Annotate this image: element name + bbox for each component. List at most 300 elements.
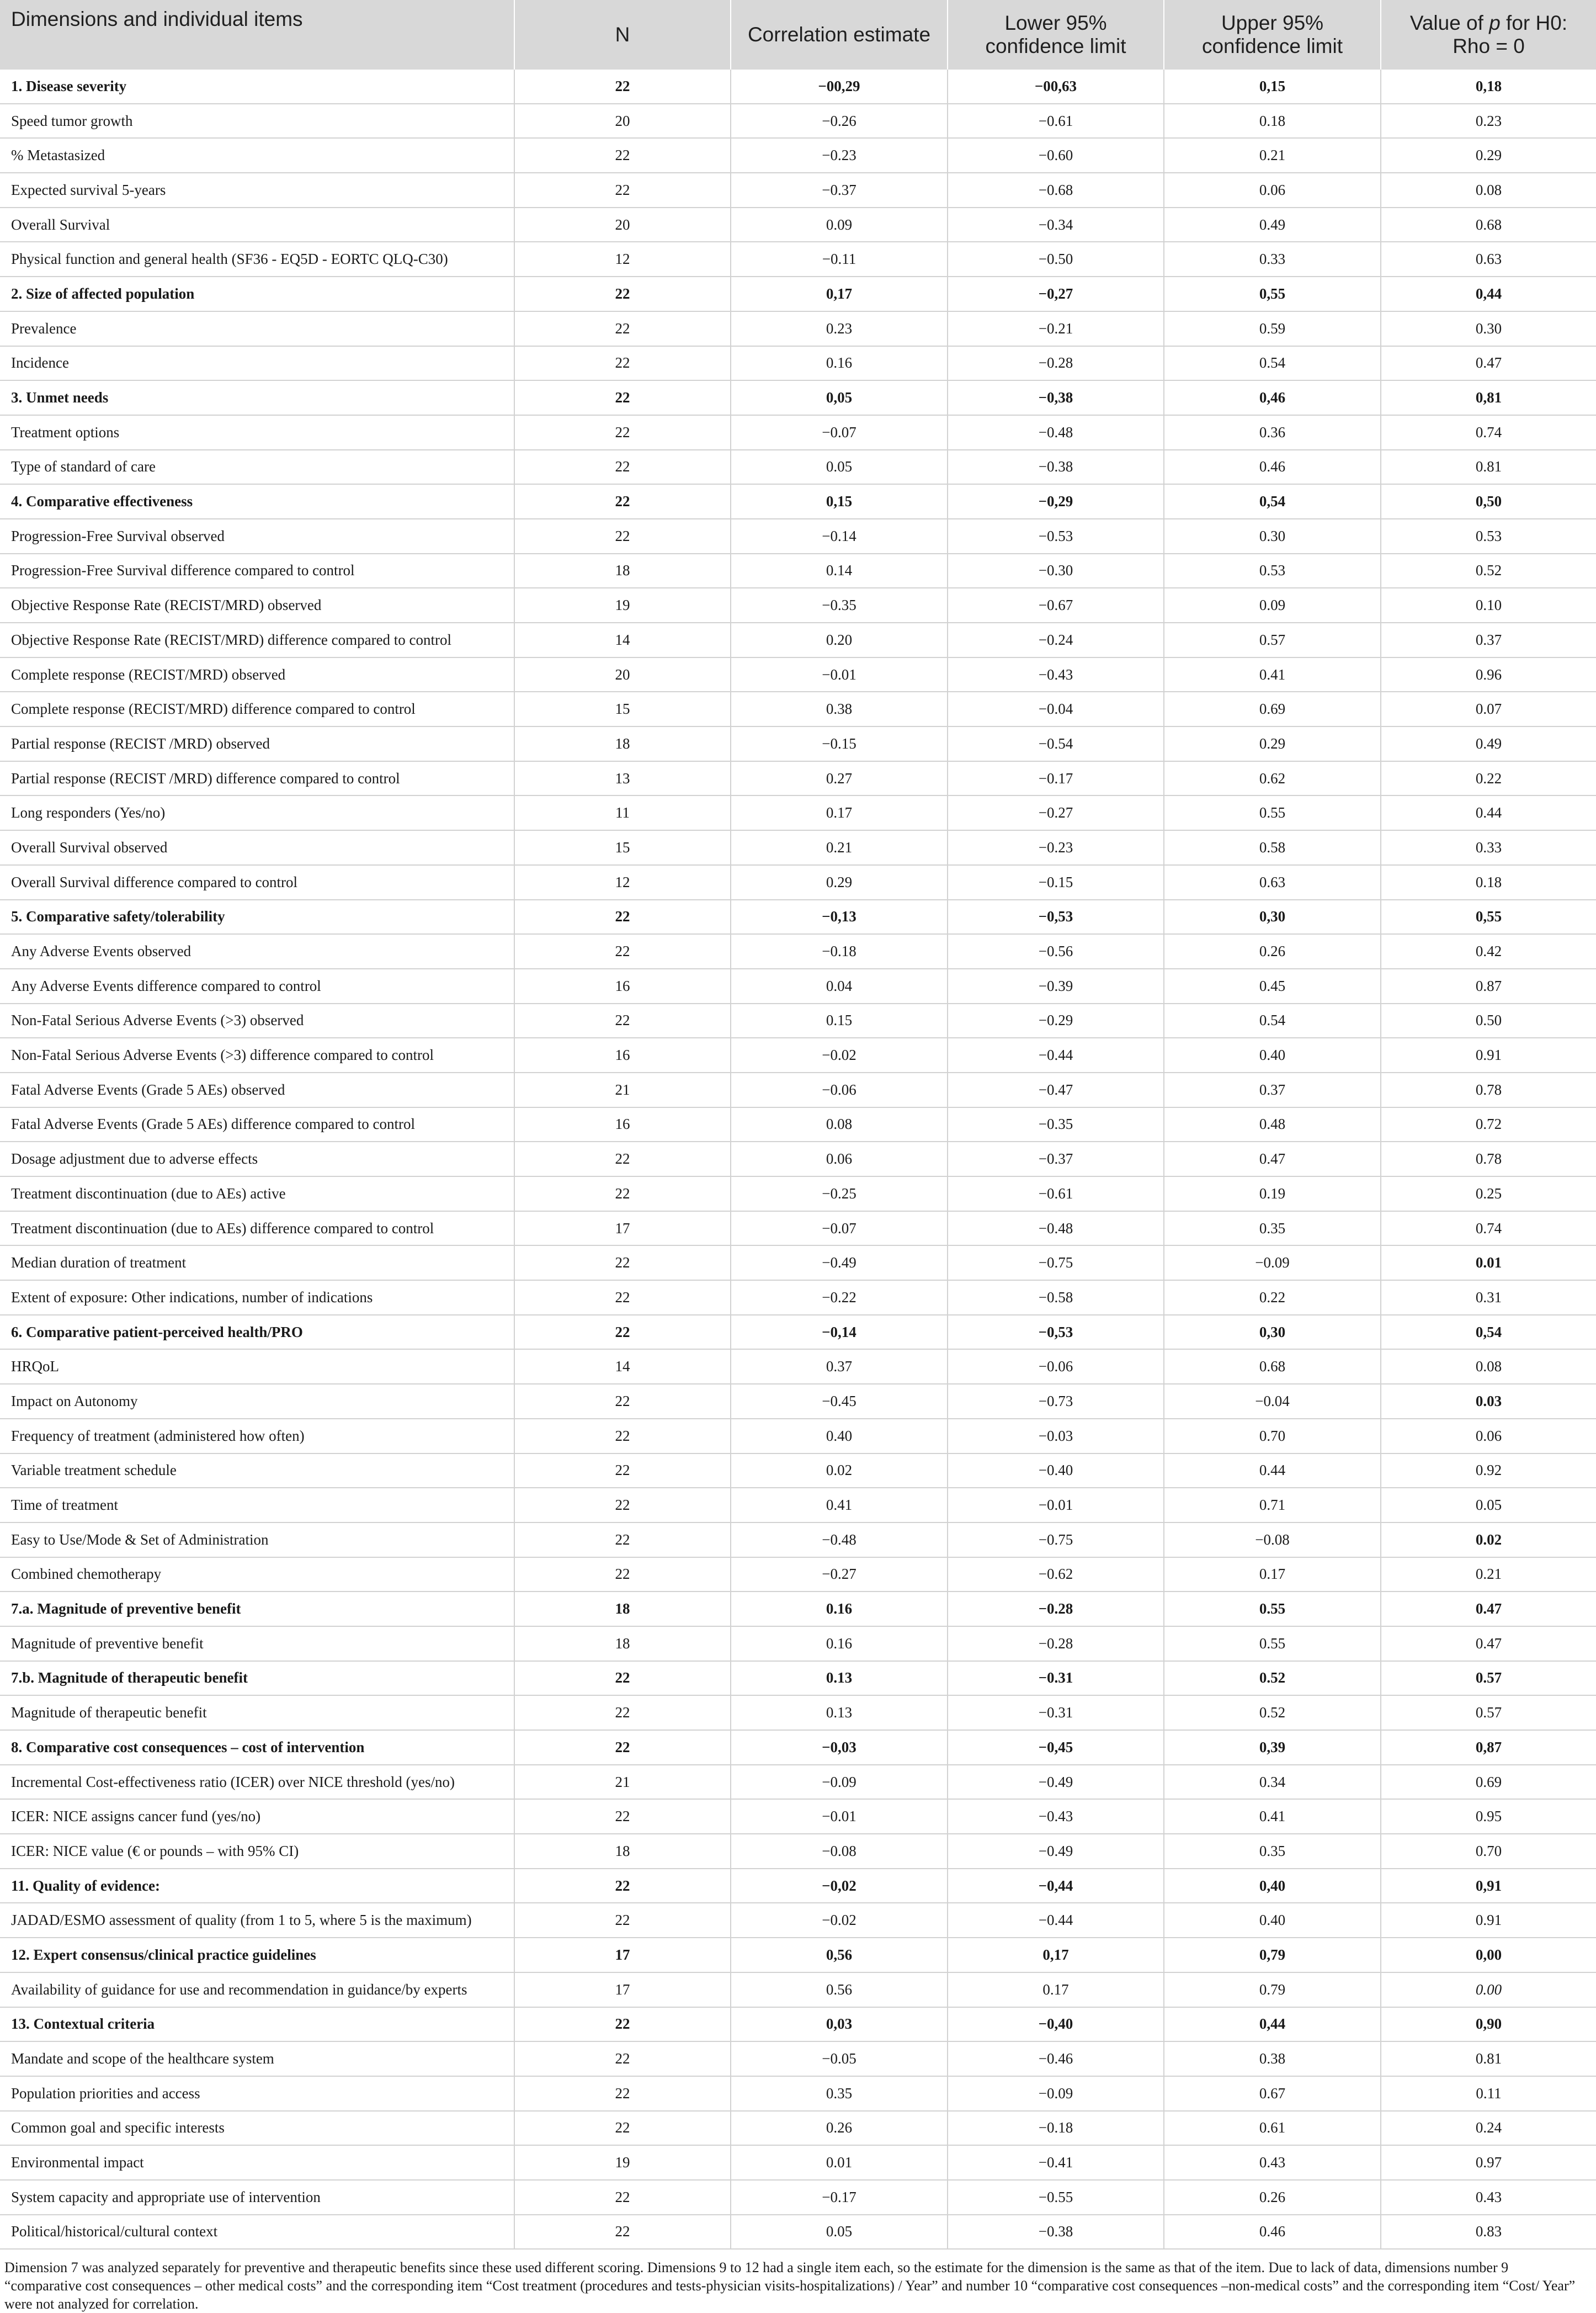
cell-lower-ci: −0.75 — [948, 1522, 1164, 1557]
row-label: Time of treatment — [0, 1488, 514, 1522]
cell-p-value: 0,00 — [1381, 1938, 1596, 1972]
cell-p-value: 0,44 — [1381, 277, 1596, 311]
cell-upper-ci: −0.08 — [1164, 1522, 1381, 1557]
row-label: Treatment options — [0, 415, 514, 450]
cell-n: 21 — [514, 1765, 731, 1800]
cell-upper-ci: 0.37 — [1164, 1073, 1381, 1107]
row-label: Availability of guidance for use and recommendation in guidance/by experts — [0, 1972, 514, 2007]
cell-lower-ci: −0.17 — [948, 761, 1164, 796]
item-row — [0, 761, 1596, 796]
cell-correlation: −0.26 — [731, 104, 948, 139]
cell-lower-ci: −0.28 — [948, 346, 1164, 381]
cell-correlation: −0.02 — [731, 1038, 948, 1073]
cell-p-value: 0,54 — [1381, 1315, 1596, 1350]
cell-p-value: 0.70 — [1381, 1834, 1596, 1869]
cell-lower-ci: −0.53 — [948, 519, 1164, 554]
cell-n: 22 — [514, 1384, 731, 1419]
cell-p-value: 0,50 — [1381, 484, 1596, 519]
cell-correlation: −0.08 — [731, 1834, 948, 1869]
cell-lower-ci: −0.04 — [948, 692, 1164, 726]
cell-p-value: 0,90 — [1381, 2007, 1596, 2042]
row-label: Magnitude of preventive benefit — [0, 1626, 514, 1661]
cell-lower-ci: −0.55 — [948, 2180, 1164, 2215]
cell-upper-ci: 0,46 — [1164, 380, 1381, 415]
item-row — [0, 1765, 1596, 1800]
cell-upper-ci: 0.35 — [1164, 1834, 1381, 1869]
row-label: Combined chemotherapy — [0, 1557, 514, 1592]
cell-correlation: 0.41 — [731, 1488, 948, 1522]
cell-n: 22 — [514, 1142, 731, 1176]
cell-upper-ci: 0.43 — [1164, 2145, 1381, 2180]
cell-n: 22 — [514, 1522, 731, 1557]
cell-p-value: 0.03 — [1381, 1384, 1596, 1419]
cell-p-value: 0.72 — [1381, 1107, 1596, 1142]
item-row — [0, 657, 1596, 692]
cell-upper-ci: 0.18 — [1164, 104, 1381, 139]
cell-upper-ci: 0.40 — [1164, 1903, 1381, 1938]
header-upper-ci: Upper 95% confidence limit — [1164, 0, 1381, 70]
cell-lower-ci: −0.35 — [948, 1107, 1164, 1142]
row-label: 7.b. Magnitude of therapeutic benefit — [0, 1661, 514, 1696]
table-footnote: Dimension 7 was analyzed separately for preventive and therapeutic benefits since these used different scoring. Dimensions 9 to 12 had a single item each, so the estimate for the dimension is the same as that of the item. Due to lack of data, dimensions number 9 “comparative cost consequences – other medical costs” and the corresponding item “Cost treatment (procedures and tests-physician visits-hospitalizations) / Year” and number 10 “comparative cost consequences –non-medical costs” and the corresponding item “Cost/ Year” were not analyzed for correlation. — [4, 2259, 1576, 2312]
cell-lower-ci: −0.29 — [948, 1004, 1164, 1038]
dimension-row — [0, 1869, 1596, 1903]
cell-n: 21 — [514, 1073, 731, 1107]
cell-correlation: −0.27 — [731, 1557, 948, 1592]
cell-n: 22 — [514, 1453, 731, 1488]
cell-correlation: −0.17 — [731, 2180, 948, 2215]
cell-lower-ci: −0.49 — [948, 1765, 1164, 1800]
cell-lower-ci: −0.27 — [948, 795, 1164, 830]
item-row — [0, 1073, 1596, 1107]
row-label: Physical function and general health (SF36 - EQ5D - EORTC QLQ-C30) — [0, 242, 514, 277]
item-row — [0, 1522, 1596, 1557]
cell-correlation: 0.21 — [731, 830, 948, 865]
cell-n: 22 — [514, 1488, 731, 1522]
cell-correlation: −0.14 — [731, 519, 948, 554]
cell-upper-ci: 0.57 — [1164, 623, 1381, 657]
cell-n: 14 — [514, 623, 731, 657]
cell-correlation: −0.49 — [731, 1245, 948, 1280]
cell-upper-ci: 0.52 — [1164, 1695, 1381, 1730]
cell-n: 20 — [514, 657, 731, 692]
cell-p-value: 0.18 — [1381, 865, 1596, 900]
cell-n: 22 — [514, 1176, 731, 1211]
cell-n: 17 — [514, 1972, 731, 2007]
cell-correlation: 0.17 — [731, 795, 948, 830]
cell-correlation: 0.16 — [731, 1626, 948, 1661]
cell-p-value: 0.25 — [1381, 1176, 1596, 1211]
cell-correlation: 0.05 — [731, 2215, 948, 2250]
cell-p-value: 0.78 — [1381, 1142, 1596, 1176]
cell-p-value: 0.24 — [1381, 2111, 1596, 2146]
cell-lower-ci: −0.18 — [948, 2111, 1164, 2146]
cell-upper-ci: 0.30 — [1164, 519, 1381, 554]
cell-p-value: 0.11 — [1381, 2076, 1596, 2111]
cell-n: 12 — [514, 242, 731, 277]
item-row — [0, 1038, 1596, 1073]
cell-lower-ci: −0.21 — [948, 311, 1164, 346]
cell-n: 22 — [514, 450, 731, 485]
row-label: Easy to Use/Mode & Set of Administration — [0, 1522, 514, 1557]
cell-p-value: 0.37 — [1381, 623, 1596, 657]
cell-correlation: 0,05 — [731, 380, 948, 415]
row-label: Non-Fatal Serious Adverse Events (>3) difference compared to control — [0, 1038, 514, 1073]
row-label: ICER: NICE assigns cancer fund (yes/no) — [0, 1799, 514, 1834]
cell-upper-ci: 0.45 — [1164, 969, 1381, 1004]
row-label: Magnitude of therapeutic benefit — [0, 1695, 514, 1730]
cell-lower-ci: −0.31 — [948, 1661, 1164, 1696]
cell-p-value: 0,18 — [1381, 70, 1596, 104]
row-label: 1. Disease severity — [0, 70, 514, 104]
cell-upper-ci: 0.52 — [1164, 1661, 1381, 1696]
cell-correlation: 0.13 — [731, 1661, 948, 1696]
header-n: N — [514, 0, 731, 70]
cell-upper-ci: 0.69 — [1164, 692, 1381, 726]
cell-upper-ci: 0.55 — [1164, 795, 1381, 830]
cell-p-value: 0.63 — [1381, 242, 1596, 277]
cell-p-value: 0.92 — [1381, 1453, 1596, 1488]
cell-lower-ci: −0.34 — [948, 208, 1164, 242]
cell-p-value: 0.52 — [1381, 554, 1596, 588]
cell-p-value: 0.47 — [1381, 346, 1596, 381]
cell-p-value: 0.30 — [1381, 311, 1596, 346]
cell-n: 18 — [514, 1626, 731, 1661]
cell-n: 22 — [514, 1799, 731, 1834]
cell-n: 22 — [514, 1419, 731, 1453]
cell-n: 16 — [514, 969, 731, 1004]
cell-correlation: −0.45 — [731, 1384, 948, 1419]
cell-p-value: 0.00 — [1381, 1972, 1596, 2007]
cell-upper-ci: 0,30 — [1164, 900, 1381, 935]
cell-n: 22 — [514, 1869, 731, 1903]
cell-correlation: −0.23 — [731, 138, 948, 173]
cell-n: 15 — [514, 692, 731, 726]
cell-lower-ci: −0.67 — [948, 588, 1164, 623]
row-label: Population priorities and access — [0, 2076, 514, 2111]
cell-n: 22 — [514, 2215, 731, 2250]
item-row — [0, 2215, 1596, 2250]
cell-correlation: −0.15 — [731, 726, 948, 761]
row-label: Common goal and specific interests — [0, 2111, 514, 2146]
row-label: Treatment discontinuation (due to AEs) active — [0, 1176, 514, 1211]
row-label: HRQoL — [0, 1349, 514, 1384]
cell-upper-ci: 0.17 — [1164, 1557, 1381, 1592]
cell-correlation: −0.07 — [731, 1211, 948, 1246]
cell-p-value: 0.29 — [1381, 138, 1596, 173]
cell-upper-ci: 0,54 — [1164, 484, 1381, 519]
row-label: Extent of exposure: Other indications, number of indications — [0, 1280, 514, 1315]
cell-n: 18 — [514, 1834, 731, 1869]
cell-correlation: 0.27 — [731, 761, 948, 796]
row-label: Progression-Free Survival difference compared to control — [0, 554, 514, 588]
cell-n: 15 — [514, 830, 731, 865]
cell-lower-ci: −0.73 — [948, 1384, 1164, 1419]
cell-p-value: 0.81 — [1381, 450, 1596, 485]
row-label: Overall Survival observed — [0, 830, 514, 865]
cell-n: 22 — [514, 1695, 731, 1730]
cell-p-value: 0.74 — [1381, 1211, 1596, 1246]
cell-p-value: 0.23 — [1381, 104, 1596, 139]
cell-n: 19 — [514, 588, 731, 623]
cell-lower-ci: −0.49 — [948, 1834, 1164, 1869]
row-label: 3. Unmet needs — [0, 380, 514, 415]
cell-lower-ci: −0.06 — [948, 1349, 1164, 1384]
cell-lower-ci: 0.17 — [948, 1972, 1164, 2007]
item-row — [0, 934, 1596, 969]
cell-p-value: 0.49 — [1381, 726, 1596, 761]
row-label: Prevalence — [0, 311, 514, 346]
cell-upper-ci: 0.44 — [1164, 1453, 1381, 1488]
cell-n: 18 — [514, 726, 731, 761]
row-label: ICER: NICE value (€ or pounds – with 95% CI) — [0, 1834, 514, 1869]
cell-p-value: 0.83 — [1381, 2215, 1596, 2250]
item-row — [0, 1211, 1596, 1246]
cell-correlation: 0.40 — [731, 1419, 948, 1453]
cell-lower-ci: −0.38 — [948, 2215, 1164, 2250]
row-label: Complete response (RECIST/MRD) difference compared to control — [0, 692, 514, 726]
item-row — [0, 795, 1596, 830]
cell-upper-ci: 0.49 — [1164, 208, 1381, 242]
row-label: JADAD/ESMO assessment of quality (from 1 to 5, where 5 is the maximum) — [0, 1903, 514, 1938]
dimension-row — [0, 2007, 1596, 2042]
cell-lower-ci: −0.03 — [948, 1419, 1164, 1453]
cell-upper-ci: 0,44 — [1164, 2007, 1381, 2042]
dimension-row — [0, 70, 1596, 104]
cell-correlation: −0,13 — [731, 900, 948, 935]
cell-upper-ci: 0.68 — [1164, 1349, 1381, 1384]
cell-p-value: 0.01 — [1381, 1245, 1596, 1280]
cell-correlation: −0.02 — [731, 1903, 948, 1938]
row-label: Complete response (RECIST/MRD) observed — [0, 657, 514, 692]
cell-upper-ci: 0.55 — [1164, 1626, 1381, 1661]
item-row — [0, 1488, 1596, 1522]
cell-upper-ci: 0.26 — [1164, 2180, 1381, 2215]
cell-n: 18 — [514, 554, 731, 588]
cell-n: 22 — [514, 2041, 731, 2076]
cell-correlation: −0,14 — [731, 1315, 948, 1350]
cell-p-value: 0.02 — [1381, 1522, 1596, 1557]
cell-lower-ci: −0.75 — [948, 1245, 1164, 1280]
cell-upper-ci: 0,15 — [1164, 70, 1381, 104]
cell-n: 22 — [514, 1280, 731, 1315]
cell-upper-ci: 0.09 — [1164, 588, 1381, 623]
cell-n: 22 — [514, 380, 731, 415]
item-row — [0, 1453, 1596, 1488]
dimension-row — [0, 484, 1596, 519]
cell-p-value: 0.08 — [1381, 1349, 1596, 1384]
row-label: Overall Survival difference compared to control — [0, 865, 514, 900]
cell-upper-ci: 0.41 — [1164, 657, 1381, 692]
cell-correlation: −0.37 — [731, 173, 948, 208]
row-label: Objective Response Rate (RECIST/MRD) difference compared to control — [0, 623, 514, 657]
cell-upper-ci: 0.46 — [1164, 2215, 1381, 2250]
cell-n: 18 — [514, 1591, 731, 1626]
cell-correlation: 0.01 — [731, 2145, 948, 2180]
item-row — [0, 242, 1596, 277]
cell-lower-ci: −0.31 — [948, 1695, 1164, 1730]
cell-correlation: 0.38 — [731, 692, 948, 726]
cell-lower-ci: −0.61 — [948, 1176, 1164, 1211]
row-label: 7.a. Magnitude of preventive benefit — [0, 1591, 514, 1626]
cell-p-value: 0.33 — [1381, 830, 1596, 865]
row-label: 8. Comparative cost consequences – cost of intervention — [0, 1730, 514, 1765]
cell-lower-ci: −0,45 — [948, 1730, 1164, 1765]
cell-correlation: 0.13 — [731, 1695, 948, 1730]
row-label: Frequency of treatment (administered how often) — [0, 1419, 514, 1453]
table-header — [0, 0, 1596, 70]
item-row — [0, 104, 1596, 139]
item-row — [0, 1695, 1596, 1730]
cell-correlation: 0.26 — [731, 2111, 948, 2146]
row-label: Partial response (RECIST /MRD) observed — [0, 726, 514, 761]
cell-upper-ci: 0,40 — [1164, 1869, 1381, 1903]
cell-lower-ci: −0,38 — [948, 380, 1164, 415]
cell-upper-ci: 0,30 — [1164, 1315, 1381, 1350]
cell-upper-ci: 0.19 — [1164, 1176, 1381, 1211]
cell-p-value: 0.69 — [1381, 1765, 1596, 1800]
cell-n: 20 — [514, 104, 731, 139]
row-label: 11. Quality of evidence: — [0, 1869, 514, 1903]
item-row — [0, 1972, 1596, 2007]
cell-correlation: −0,03 — [731, 1730, 948, 1765]
cell-p-value: 0.68 — [1381, 208, 1596, 242]
cell-upper-ci: 0.46 — [1164, 450, 1381, 485]
cell-correlation: 0.04 — [731, 969, 948, 1004]
cell-lower-ci: −0,53 — [948, 1315, 1164, 1350]
cell-p-value: 0,55 — [1381, 900, 1596, 935]
cell-p-value: 0.81 — [1381, 2041, 1596, 2076]
item-row — [0, 173, 1596, 208]
item-row — [0, 519, 1596, 554]
cell-lower-ci: −0.44 — [948, 1903, 1164, 1938]
cell-upper-ci: 0.47 — [1164, 1142, 1381, 1176]
item-row — [0, 969, 1596, 1004]
header-lower-ci: Lower 95% confidence limit — [948, 0, 1164, 70]
cell-lower-ci: −0.43 — [948, 657, 1164, 692]
cell-correlation: 0.02 — [731, 1453, 948, 1488]
item-row — [0, 1245, 1596, 1280]
cell-p-value: 0.08 — [1381, 173, 1596, 208]
item-row — [0, 450, 1596, 485]
item-row — [0, 726, 1596, 761]
cell-correlation: 0,03 — [731, 2007, 948, 2042]
cell-correlation: 0.16 — [731, 1591, 948, 1626]
cell-lower-ci: −0.54 — [948, 726, 1164, 761]
row-label: 13. Contextual criteria — [0, 2007, 514, 2042]
cell-n: 22 — [514, 1004, 731, 1038]
cell-correlation: 0.20 — [731, 623, 948, 657]
cell-p-value: 0.07 — [1381, 692, 1596, 726]
dimension-row — [0, 1730, 1596, 1765]
cell-lower-ci: −0.44 — [948, 1038, 1164, 1073]
cell-correlation: −0.09 — [731, 1765, 948, 1800]
row-label: Long responders (Yes/no) — [0, 795, 514, 830]
cell-correlation: −0.22 — [731, 1280, 948, 1315]
cell-n: 22 — [514, 1315, 731, 1350]
cell-upper-ci: 0.38 — [1164, 2041, 1381, 2076]
cell-lower-ci: −0,29 — [948, 484, 1164, 519]
cell-lower-ci: −0.48 — [948, 1211, 1164, 1246]
row-label: Incidence — [0, 346, 514, 381]
cell-n: 19 — [514, 2145, 731, 2180]
row-label: Non-Fatal Serious Adverse Events (>3) observed — [0, 1004, 514, 1038]
cell-lower-ci: −0.56 — [948, 934, 1164, 969]
cell-correlation: −0.07 — [731, 415, 948, 450]
cell-lower-ci: −0.09 — [948, 2076, 1164, 2111]
cell-upper-ci: −0.04 — [1164, 1384, 1381, 1419]
cell-n: 22 — [514, 1661, 731, 1696]
item-row — [0, 208, 1596, 242]
cell-lower-ci: −0.01 — [948, 1488, 1164, 1522]
cell-upper-ci: 0.33 — [1164, 242, 1381, 277]
cell-correlation: 0,17 — [731, 277, 948, 311]
row-label: Political/historical/cultural context — [0, 2215, 514, 2250]
cell-n: 22 — [514, 934, 731, 969]
cell-lower-ci: −0.46 — [948, 2041, 1164, 2076]
cell-p-value: 0.21 — [1381, 1557, 1596, 1592]
cell-lower-ci: −0,27 — [948, 277, 1164, 311]
cell-p-value: 0.91 — [1381, 1038, 1596, 1073]
cell-lower-ci: −0.47 — [948, 1073, 1164, 1107]
cell-n: 22 — [514, 2111, 731, 2146]
cell-upper-ci: 0.35 — [1164, 1211, 1381, 1246]
item-row — [0, 1384, 1596, 1419]
row-label: 5. Comparative safety/tolerability — [0, 900, 514, 935]
cell-lower-ci: −0.28 — [948, 1591, 1164, 1626]
cell-correlation: 0.14 — [731, 554, 948, 588]
cell-correlation: −0.48 — [731, 1522, 948, 1557]
row-label: Overall Survival — [0, 208, 514, 242]
cell-lower-ci: −0.38 — [948, 450, 1164, 485]
dimension-row — [0, 900, 1596, 935]
row-label: 12. Expert consensus/clinical practice guidelines — [0, 1938, 514, 1972]
cell-n: 22 — [514, 1903, 731, 1938]
cell-lower-ci: −0.58 — [948, 1280, 1164, 1315]
cell-lower-ci: −0.62 — [948, 1557, 1164, 1592]
row-label: Incremental Cost-effectiveness ratio (ICER) over NICE threshold (yes/no) — [0, 1765, 514, 1800]
cell-p-value: 0.91 — [1381, 1903, 1596, 1938]
cell-upper-ci: 0.21 — [1164, 138, 1381, 173]
cell-p-value: 0,91 — [1381, 1869, 1596, 1903]
cell-lower-ci: −0.24 — [948, 623, 1164, 657]
cell-correlation: −0.35 — [731, 588, 948, 623]
cell-lower-ci: −0.61 — [948, 104, 1164, 139]
cell-upper-ci: 0.29 — [1164, 726, 1381, 761]
row-label: Dosage adjustment due to adverse effects — [0, 1142, 514, 1176]
cell-upper-ci: 0.53 — [1164, 554, 1381, 588]
row-label: Median duration of treatment — [0, 1245, 514, 1280]
cell-correlation: 0,15 — [731, 484, 948, 519]
row-label: Treatment discontinuation (due to AEs) difference compared to control — [0, 1211, 514, 1246]
row-label: Type of standard of care — [0, 450, 514, 485]
item-row — [0, 2041, 1596, 2076]
cell-correlation: 0.08 — [731, 1107, 948, 1142]
cell-correlation: 0.29 — [731, 865, 948, 900]
cell-correlation: −0.18 — [731, 934, 948, 969]
cell-correlation: −0.01 — [731, 657, 948, 692]
header-dimensions: Dimensions and individual items — [0, 0, 514, 70]
cell-correlation: 0.06 — [731, 1142, 948, 1176]
cell-upper-ci: 0,39 — [1164, 1730, 1381, 1765]
item-row — [0, 1557, 1596, 1592]
header-p-value: Value of p for H0: Rho = 0 — [1381, 0, 1596, 70]
cell-n: 22 — [514, 484, 731, 519]
row-label: Speed tumor growth — [0, 104, 514, 139]
item-row — [0, 346, 1596, 381]
dimension-row — [0, 277, 1596, 311]
cell-lower-ci: −0.43 — [948, 1799, 1164, 1834]
